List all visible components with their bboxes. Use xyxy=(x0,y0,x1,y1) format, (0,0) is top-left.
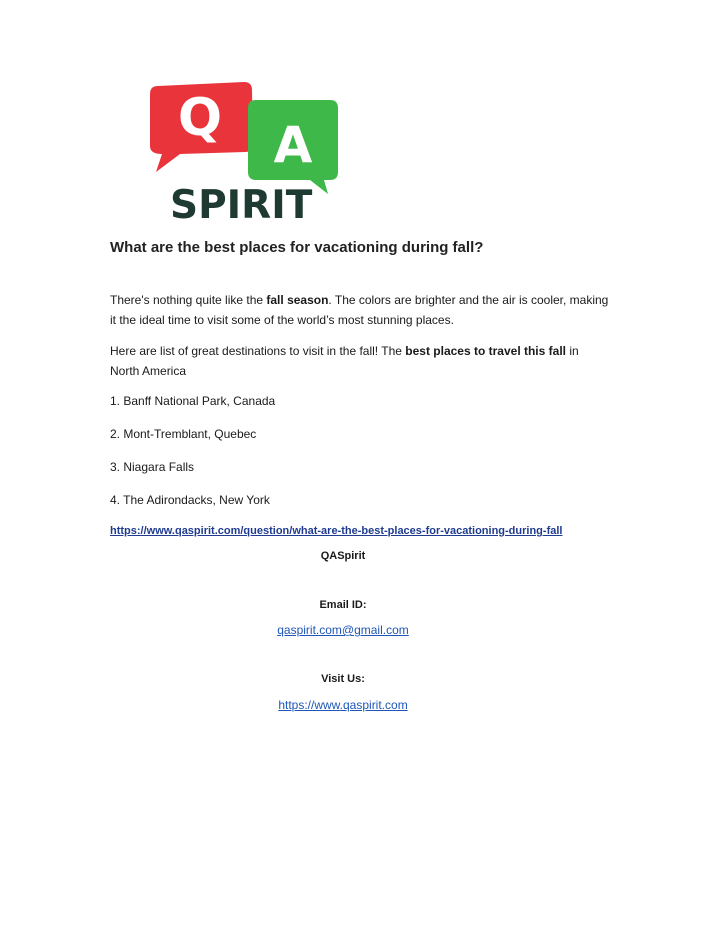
article-title: What are the best places for vacationing during fall? xyxy=(110,239,484,256)
logo-letter-q: Q xyxy=(177,88,223,148)
email-link[interactable]: qaspirit.com@gmail.com xyxy=(277,623,409,637)
intro-text-end: . The colors are brighter and the air is cooler, making it the ideal time to visit some of the world’s most stunning places. xyxy=(110,293,609,327)
list-item: 2. Mont-Tremblant, Quebec xyxy=(110,427,257,441)
destinations-text-end: in North America xyxy=(110,344,579,378)
destinations-text-start: Here are list of great destinations to visit in the fall! The xyxy=(110,344,406,358)
logo-wordmark: SPIRIT xyxy=(170,183,313,228)
list-item: 3. Niagara Falls xyxy=(110,460,195,474)
email-label: Email ID: xyxy=(319,599,367,611)
list-item: 4. The Adirondacks, New York xyxy=(110,493,270,507)
website-link[interactable]: https://www.qaspirit.com xyxy=(278,698,408,712)
intro-text-start: There's nothing quite like the xyxy=(110,293,267,307)
destinations-bold-phrase: best places to travel this fall xyxy=(405,344,566,358)
logo-letter-a: A xyxy=(273,116,313,174)
brand-name: QASpirit xyxy=(320,550,366,562)
destinations-paragraph xyxy=(110,341,610,381)
intro-bold-phrase: fall season xyxy=(266,293,329,307)
visit-label: Visit Us: xyxy=(321,673,365,685)
source-link[interactable]: https://www.qaspirit.com/question/what-are-the-best-places-for-vacationing-during-fall xyxy=(110,525,563,537)
intro-paragraph xyxy=(110,290,610,330)
list-item: 1. Banff National Park, Canada xyxy=(110,394,276,408)
